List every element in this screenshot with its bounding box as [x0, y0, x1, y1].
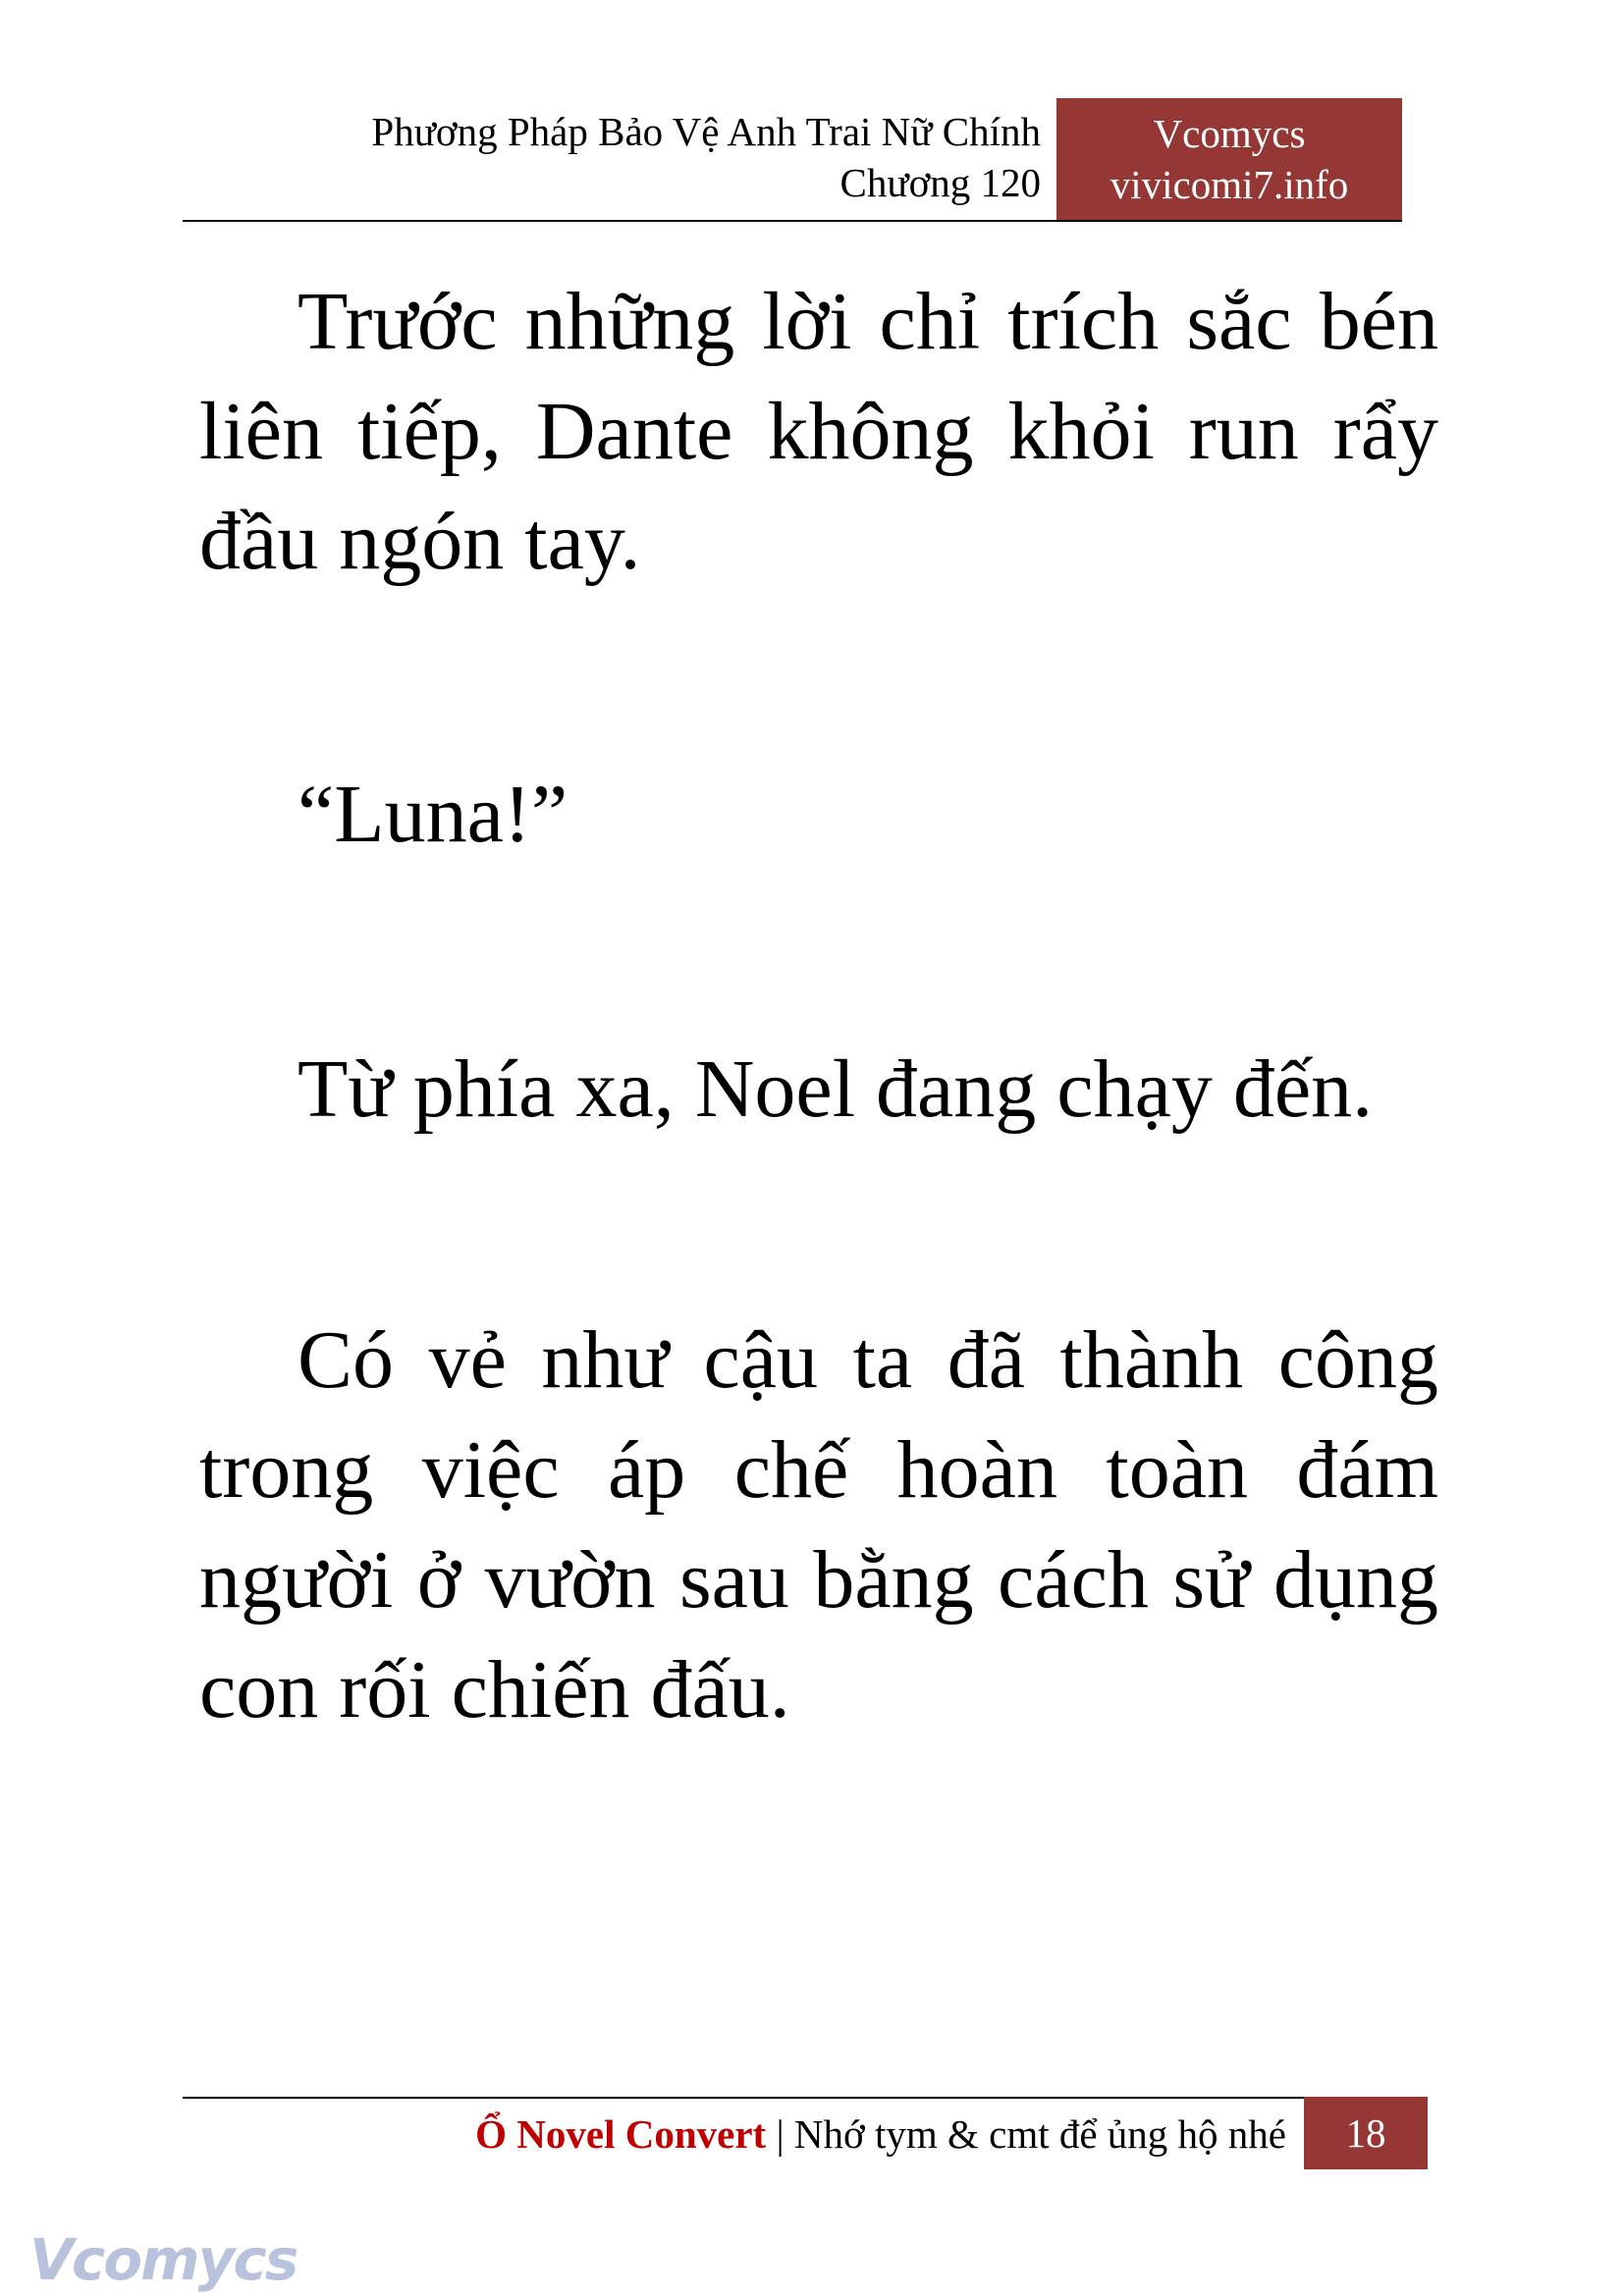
footer-divider — [183, 2097, 1304, 2099]
paragraph: “Luna!” — [298, 769, 568, 860]
footer-separator: | — [776, 2111, 785, 2157]
book-title: Phương Pháp Bảo Vệ Anh Trai Nữ Chính — [371, 109, 1041, 154]
watermark-logo: Vcomycs — [29, 2226, 298, 2293]
chapter-label: Chương 120 — [839, 160, 1041, 205]
paragraph: Từ phía xa, Noel đang chạy đến. — [298, 1043, 1374, 1135]
footer-brand: Ổ Novel Convert — [475, 2111, 767, 2157]
site-url: vivicomi7.info — [1110, 162, 1349, 207]
site-name: Vcomycs — [1153, 111, 1306, 156]
page-number: 18 — [1304, 2097, 1428, 2169]
paragraph: Có vẻ như cậu ta đã thành công trong việc áp chế hoàn toàn đám người ở vườn sau bằng cách sử dụng con rối chiến đấu. — [199, 1314, 1438, 1735]
header-divider — [183, 220, 1402, 222]
site-badge — [1056, 98, 1402, 220]
paragraph: Trước những lời chỉ trích sắc bén liên tiếp, Dante không khỏi run rẩy đầu ngón tay. — [199, 276, 1438, 587]
header-title-block — [371, 106, 1041, 208]
footer-credits — [475, 2109, 1286, 2160]
footer-note: Nhớ tym & cmt để ủng hộ nhé — [793, 2111, 1286, 2157]
